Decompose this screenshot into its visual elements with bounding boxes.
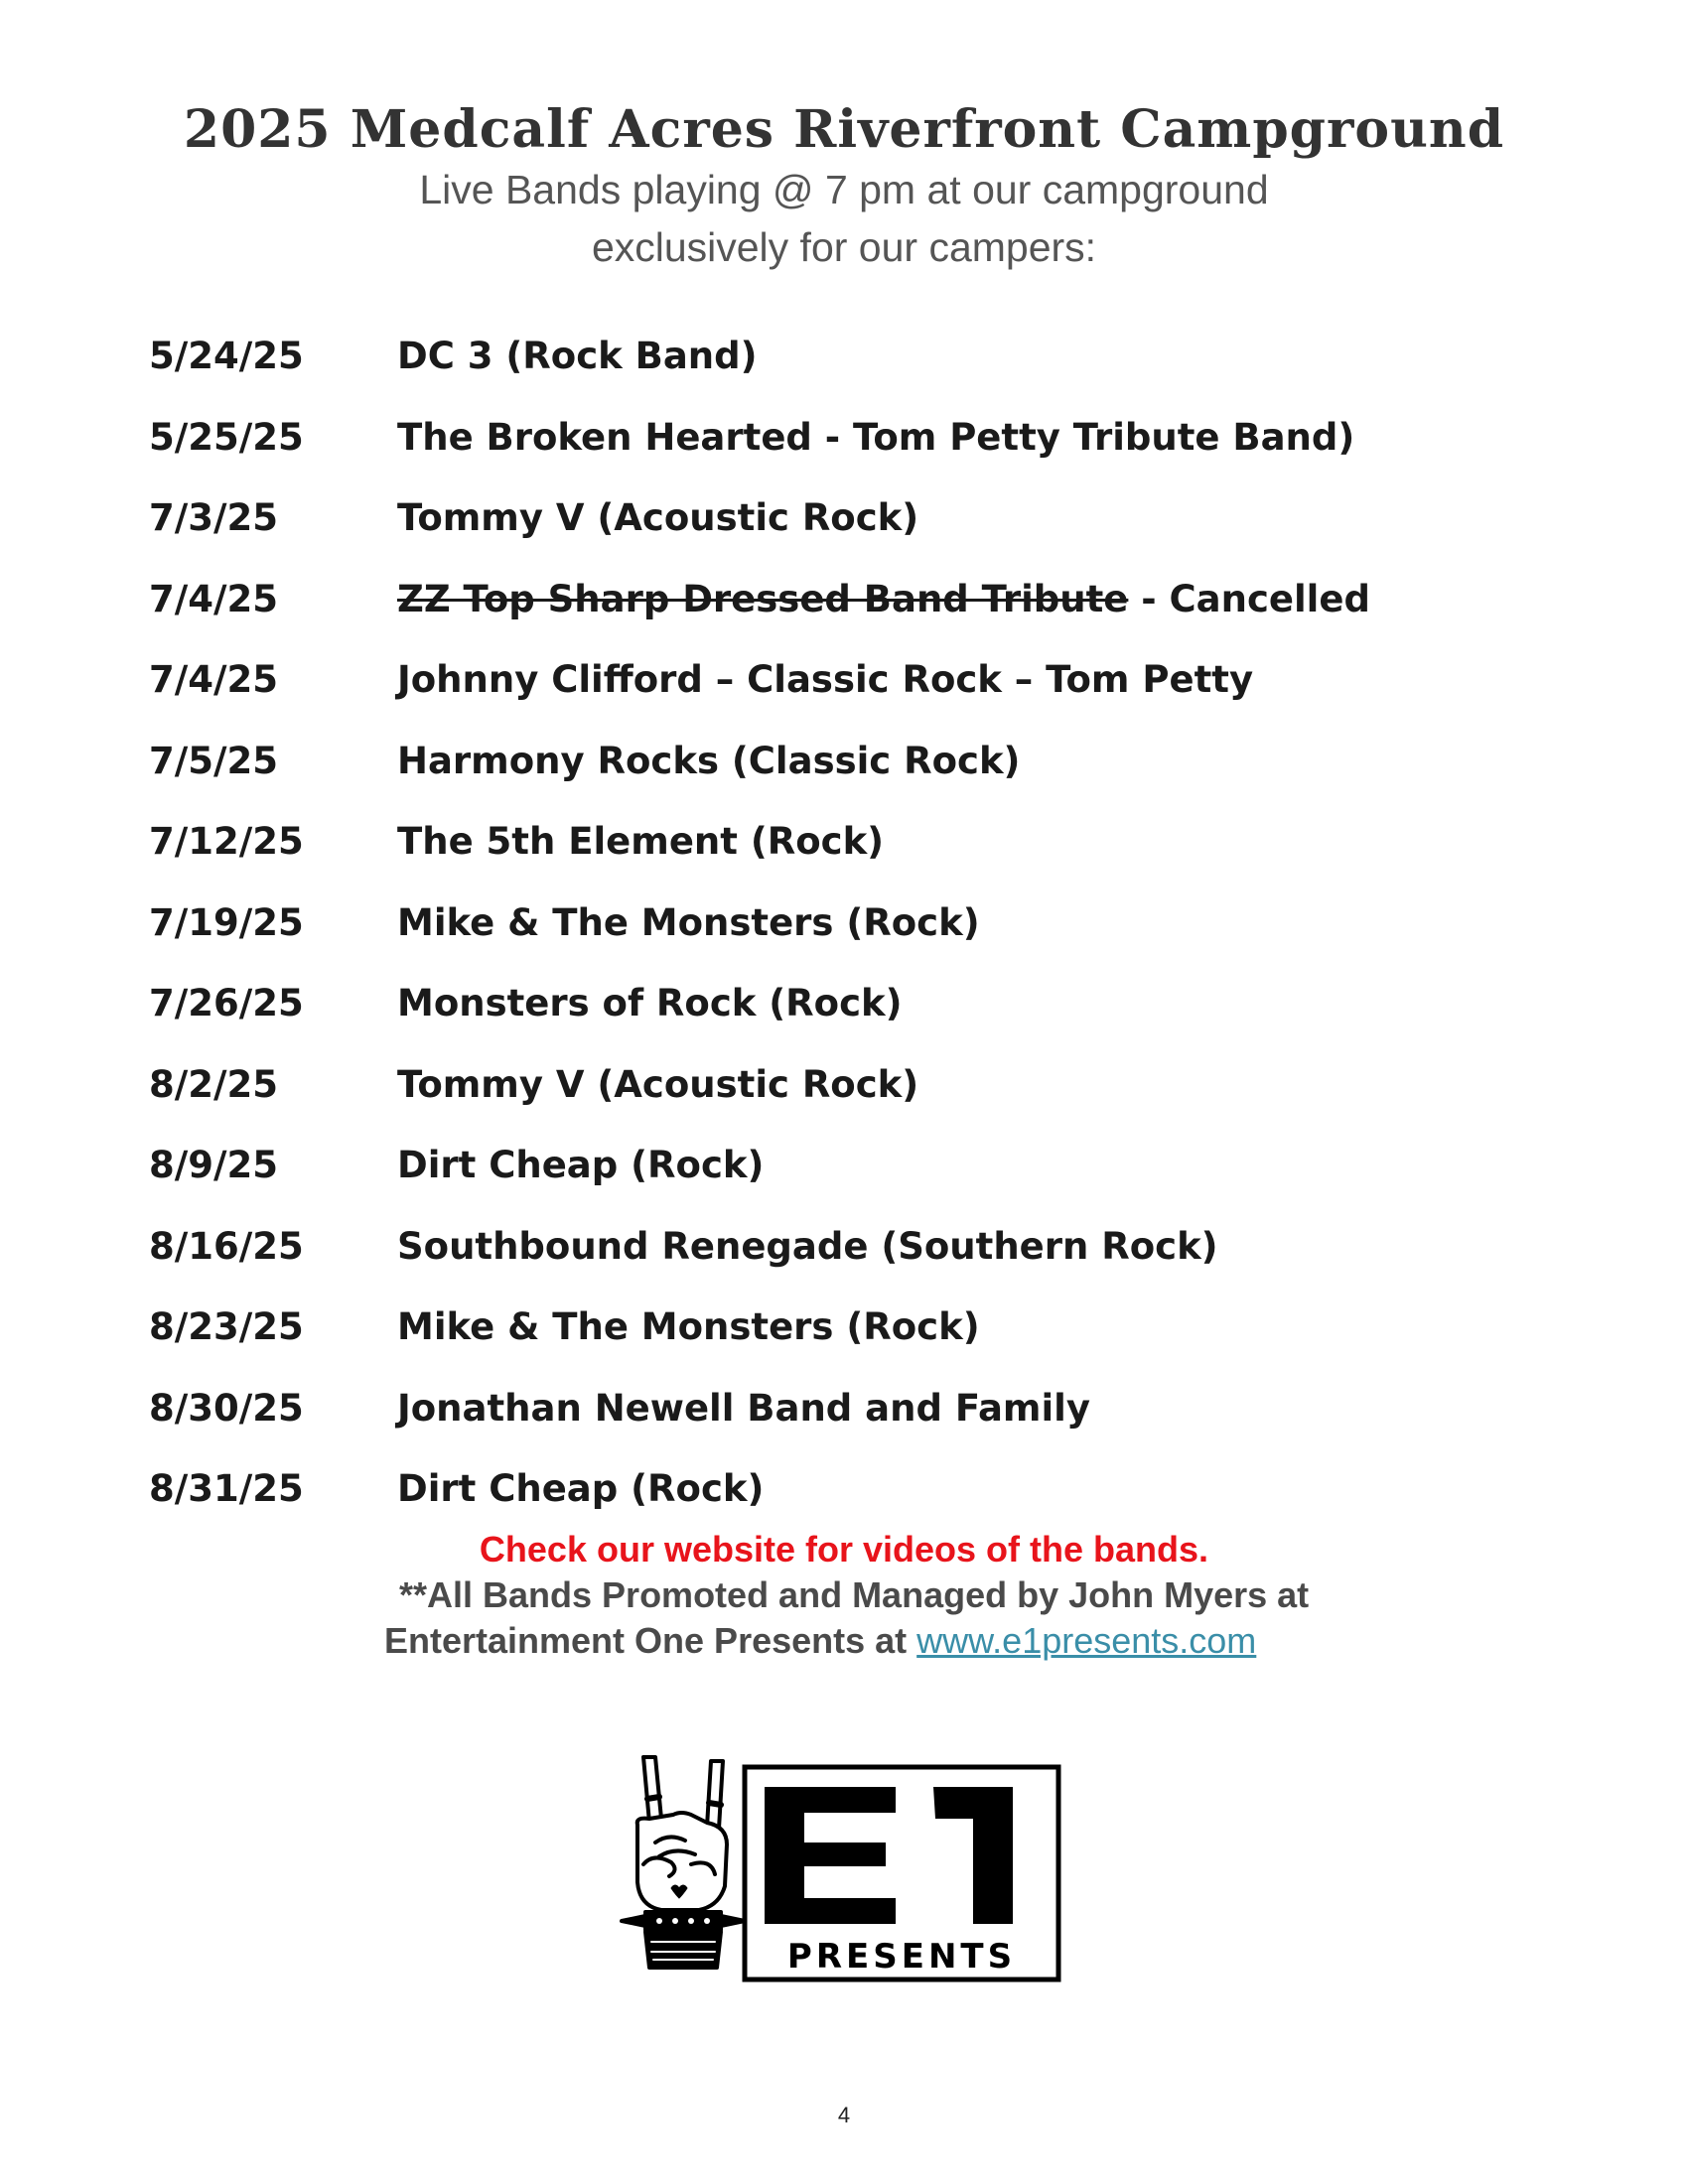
schedule-row — [149, 1368, 1589, 1449]
website-notice: Check our website for videos of the bands. — [479, 1529, 1209, 1570]
schedule-row — [149, 721, 1589, 802]
schedule-row — [149, 883, 1589, 964]
show-date: 8/23/25 — [149, 1305, 304, 1349]
logo-letter-e — [765, 1787, 896, 1924]
cancelled-label: - Cancelled — [1128, 577, 1370, 620]
schedule-row — [149, 1125, 1589, 1206]
show-date: 7/4/25 — [149, 658, 279, 702]
page-title: 2025 Medcalf Acres Riverfront Campground — [183, 99, 1505, 160]
schedule-row — [149, 1206, 1589, 1288]
band-name: Dirt Cheap (Rock) — [397, 1467, 765, 1511]
show-date: 5/25/25 — [149, 415, 304, 459]
show-date: 8/2/25 — [149, 1062, 279, 1106]
band-name: Tommy V (Acoustic Rock) — [397, 496, 919, 540]
rock-hand-icon — [622, 1757, 745, 1968]
band-name: The Broken Hearted - Tom Petty Tribute Band) — [397, 415, 1355, 459]
band-name: Harmony Rocks (Classic Rock) — [397, 739, 1021, 782]
e1-presents-logo — [616, 1747, 1072, 1995]
schedule-row — [149, 397, 1589, 478]
schedule-row — [149, 1287, 1589, 1368]
band-name: Johnny Clifford – Classic Rock – Tom Petty — [397, 658, 1254, 702]
show-date: 8/30/25 — [149, 1386, 304, 1430]
schedule-row — [149, 639, 1589, 721]
band-name: Southbound Renegade (Southern Rock) — [397, 1224, 1218, 1268]
promoter-line-2 — [384, 1620, 1256, 1662]
band-name: Mike & The Monsters (Rock) — [397, 900, 980, 944]
band-name: Monsters of Rock (Rock) — [397, 982, 903, 1025]
subtitle-line-2: exclusively for our campers: — [591, 224, 1097, 270]
show-date: 8/16/25 — [149, 1224, 304, 1268]
website-link[interactable]: www.e1presents.com — [916, 1620, 1257, 1661]
band-name-cancelled — [397, 578, 1370, 620]
show-date: 8/9/25 — [149, 1144, 279, 1187]
schedule-row-cancelled — [149, 559, 1589, 640]
logo-word: PRESENTS — [786, 1937, 1017, 1977]
show-date: 7/4/25 — [149, 577, 279, 620]
band-schedule-list — [149, 316, 1589, 1530]
show-date: 7/19/25 — [149, 900, 304, 944]
show-date: 8/31/25 — [149, 1467, 304, 1511]
schedule-row — [149, 1044, 1589, 1126]
promoter-line-1: **All Bands Promoted and Managed by John Myers at — [399, 1574, 1310, 1615]
band-name: The 5th Element (Rock) — [397, 820, 885, 864]
band-name: Dirt Cheap (Rock) — [397, 1144, 765, 1187]
show-date: 7/26/25 — [149, 982, 304, 1025]
show-date: 7/12/25 — [149, 820, 304, 864]
show-date: 7/5/25 — [149, 739, 279, 782]
page-number: 4 — [837, 2103, 851, 2127]
schedule-row — [149, 963, 1589, 1044]
promoter-text: Entertainment One Presents at — [384, 1620, 917, 1661]
subtitle-line-1: Live Bands playing @ 7 pm at our campground — [419, 167, 1269, 212]
schedule-row — [149, 1448, 1589, 1530]
schedule-row — [149, 316, 1589, 397]
band-name: Mike & The Monsters (Rock) — [397, 1305, 980, 1349]
schedule-row — [149, 478, 1589, 559]
band-name: DC 3 (Rock Band) — [397, 335, 758, 378]
struck-band-name: ZZ Top Sharp Dressed Band Tribute — [397, 577, 1129, 620]
band-name: Tommy V (Acoustic Rock) — [397, 1062, 919, 1106]
schedule-row — [149, 801, 1589, 883]
show-date: 7/3/25 — [149, 496, 279, 540]
band-name: Jonathan Newell Band and Family — [397, 1386, 1090, 1430]
show-date: 5/24/25 — [149, 335, 304, 378]
